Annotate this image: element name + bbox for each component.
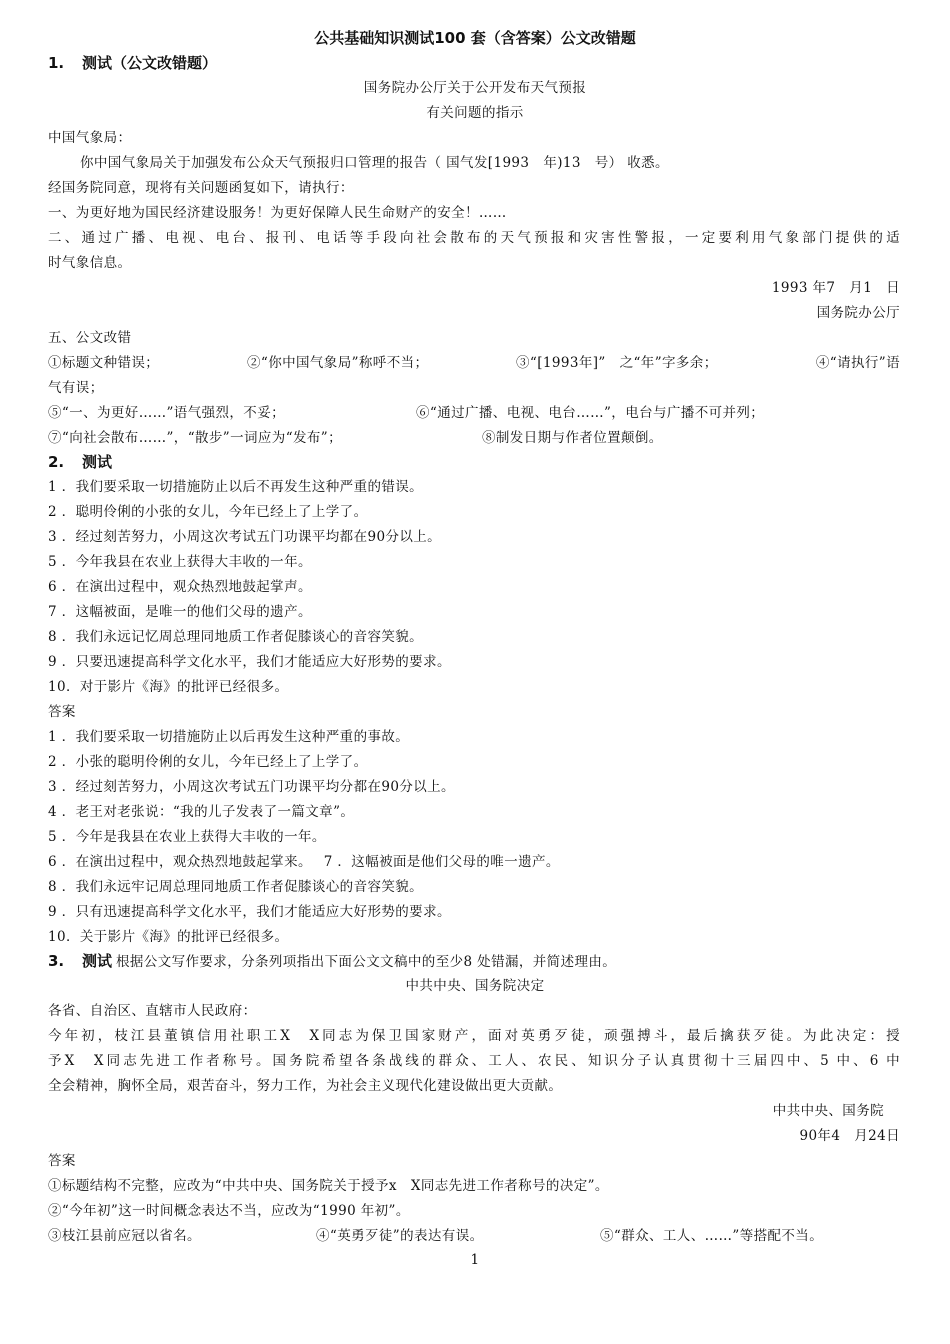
fix-item-1: ①标题文种错误； (48, 355, 160, 371)
notice-title-line-1: 国务院办公厅关于公开发布天气预报 (363, 80, 587, 96)
answer-item: ⑤“群众、工人、……”等搭配不当。 (600, 1228, 824, 1244)
notice-paragraph-4-line-2: 时气象信息。 (48, 255, 132, 271)
section-2-heading: 测试 (82, 453, 113, 471)
answer-item: ④“英勇歹徒”的表达有误。 (316, 1228, 484, 1244)
decision-body-line-2: 予X X同志先进工作者称号。国务院希望各条战线的群众、工人、农民、知识分子认真贯彻十三届四中、5 中、6 中 (48, 1053, 900, 1069)
answer-item: 9 ．只有迅速提高科学文化水平，我们才能适应大好形势的要求。 (48, 904, 451, 920)
answer-label: 答案 (48, 1153, 76, 1169)
fix-item-3: ③“[1993年]” 之“年”字多余； (516, 355, 718, 371)
answer-item: 10．关于影片《海》的批评已经很多。 (48, 929, 289, 945)
fix-list-title: 五、公文改错 (48, 330, 132, 346)
fix-item-2: ②“你中国气象局”称呼不当； (247, 355, 429, 371)
fix-item-8: ⑧制发日期与作者位置颠倒。 (482, 430, 663, 446)
question-item: 9 ．只要迅速提高科学文化水平，我们才能适应大好形势的要求。 (48, 654, 451, 670)
answer-item: ①标题结构不完整，应改为“中共中央、国务院关于授予x X同志先进工作者称号的决定”。 (48, 1178, 609, 1194)
notice-paragraph-3: 一、为更好地为国民经济建设服务！为更好保障人民生命财产的安全！…… (48, 205, 507, 221)
page-number: 1 (470, 1252, 480, 1268)
question-item: 6 ．在演出过程中，观众热烈地鼓起掌声。 (48, 579, 312, 595)
question-item: 10．对于影片《海》的批评已经很多。 (48, 679, 289, 695)
fix-item-4-continued: 气有误； (48, 380, 104, 396)
answer-item: 1 ．我们要采取一切措施防止以后再发生这种严重的事故。 (48, 729, 410, 745)
notice-paragraph-4-line-1: 二、通过广播、电视、电台、报刊、电话等手段向社会散布的天气预报和灾害性警报，一定要利用气象部门提供的适 (48, 230, 900, 246)
section-3-number: 3. (48, 952, 65, 970)
question-item: 3 ．经过刻苦努力，小周这次考试五门功课平均都在90分以上。 (48, 529, 442, 545)
decision-addressee: 各省、自治区、直辖市人民政府： (48, 1003, 257, 1019)
decision-body-line-1: 今年初，枝江县董镇信用社职工X X同志为保卫国家财产，面对英勇歹徒，顽强搏斗，最后擒获歹徒。为此决定：授 (48, 1028, 900, 1044)
fix-item-4: ④“请执行”语 (815, 355, 900, 371)
notice-signer: 国务院办公厅 (816, 305, 900, 321)
notice-title-line-2: 有关问题的指示 (426, 105, 524, 121)
answer-item: ③枝江县前应冠以省名。 (48, 1228, 201, 1244)
decision-date: 90年4 月24日 (799, 1128, 900, 1144)
section-1-heading: 测试（公文改错题） (82, 54, 218, 72)
notice-paragraph-2: 经国务院同意，现将有关问题函复如下，请执行： (48, 180, 354, 196)
decision-body-line-3: 全会精神，胸怀全局，艰苦奋斗，努力工作，为社会主义现代化建设做出更大贡献。 (48, 1078, 563, 1094)
answer-item: 3 ．经过刻苦努力，小周这次考试五门功课平均分都在90分以上。 (48, 779, 455, 795)
question-item: 7 ．这幅被面，是唯一的他们父母的遗产。 (48, 604, 312, 620)
document-title: 公共基础知识测试100 套（含答案）公文改错题 (314, 29, 636, 47)
notice-date: 1993 年7 月1 日 (771, 280, 900, 296)
section-3-heading: 测试 (82, 952, 113, 970)
notice-addressee: 中国气象局： (48, 130, 132, 146)
question-item: 5 ．今年我县在农业上获得大丰收的一年。 (48, 554, 312, 570)
question-item: 2 ．聪明伶俐的小张的女儿，今年已经上了上学了。 (48, 504, 368, 520)
section-1-number: 1. (48, 54, 65, 72)
fix-item-5: ⑤“一、为更好……”语气强烈，不妥； (48, 405, 286, 421)
answer-item: 8 ．我们永远牢记周总理同地质工作者促膝谈心的音容笑貌。 (48, 879, 424, 895)
answer-item: ②“今年初”这一时间概念表达不当，应改为“1990 年初”。 (48, 1203, 410, 1219)
answer-item: 2 ．小张的聪明伶俐的女儿，今年已经上了上学了。 (48, 754, 368, 770)
fix-item-6: ⑥“通过广播、电视、电台……”，电台与广播不可并列； (416, 405, 765, 421)
section-2-number: 2. (48, 453, 65, 471)
fix-item-7: ⑦“向社会散布……”，“散步”一词应为“发布”； (48, 430, 343, 446)
answer-label: 答案 (48, 704, 76, 720)
question-item: 8 ．我们永远记忆周总理同地质工作者促膝谈心的音容笑貌。 (48, 629, 424, 645)
section-3-instruction: 根据公文写作要求，分条列项指出下面公文文稿中的至少8 处错漏，并简述理由。 (116, 954, 617, 970)
answer-item: 4 ．老王对老张说：“我的儿子发表了一篇文章”。 (48, 804, 355, 820)
decision-title: 中共中央、国务院决定 (405, 978, 545, 994)
answer-item: 5 ．今年是我县在农业上获得大丰收的一年。 (48, 829, 326, 845)
decision-signer: 中共中央、国务院 (772, 1103, 884, 1119)
question-item: 1 ．我们要采取一切措施防止以后不再发生这种严重的错误。 (48, 479, 424, 495)
notice-paragraph-1: 你中国气象局关于加强发布公众天气预报归口管理的报告（ 国气发[1993 年)13 号） 收悉。 (80, 155, 669, 171)
answer-item: 6 ．在演出过程中，观众热烈地鼓起掌来。 7 ．这幅被面是他们父母的唯一遗产。 (48, 854, 560, 870)
